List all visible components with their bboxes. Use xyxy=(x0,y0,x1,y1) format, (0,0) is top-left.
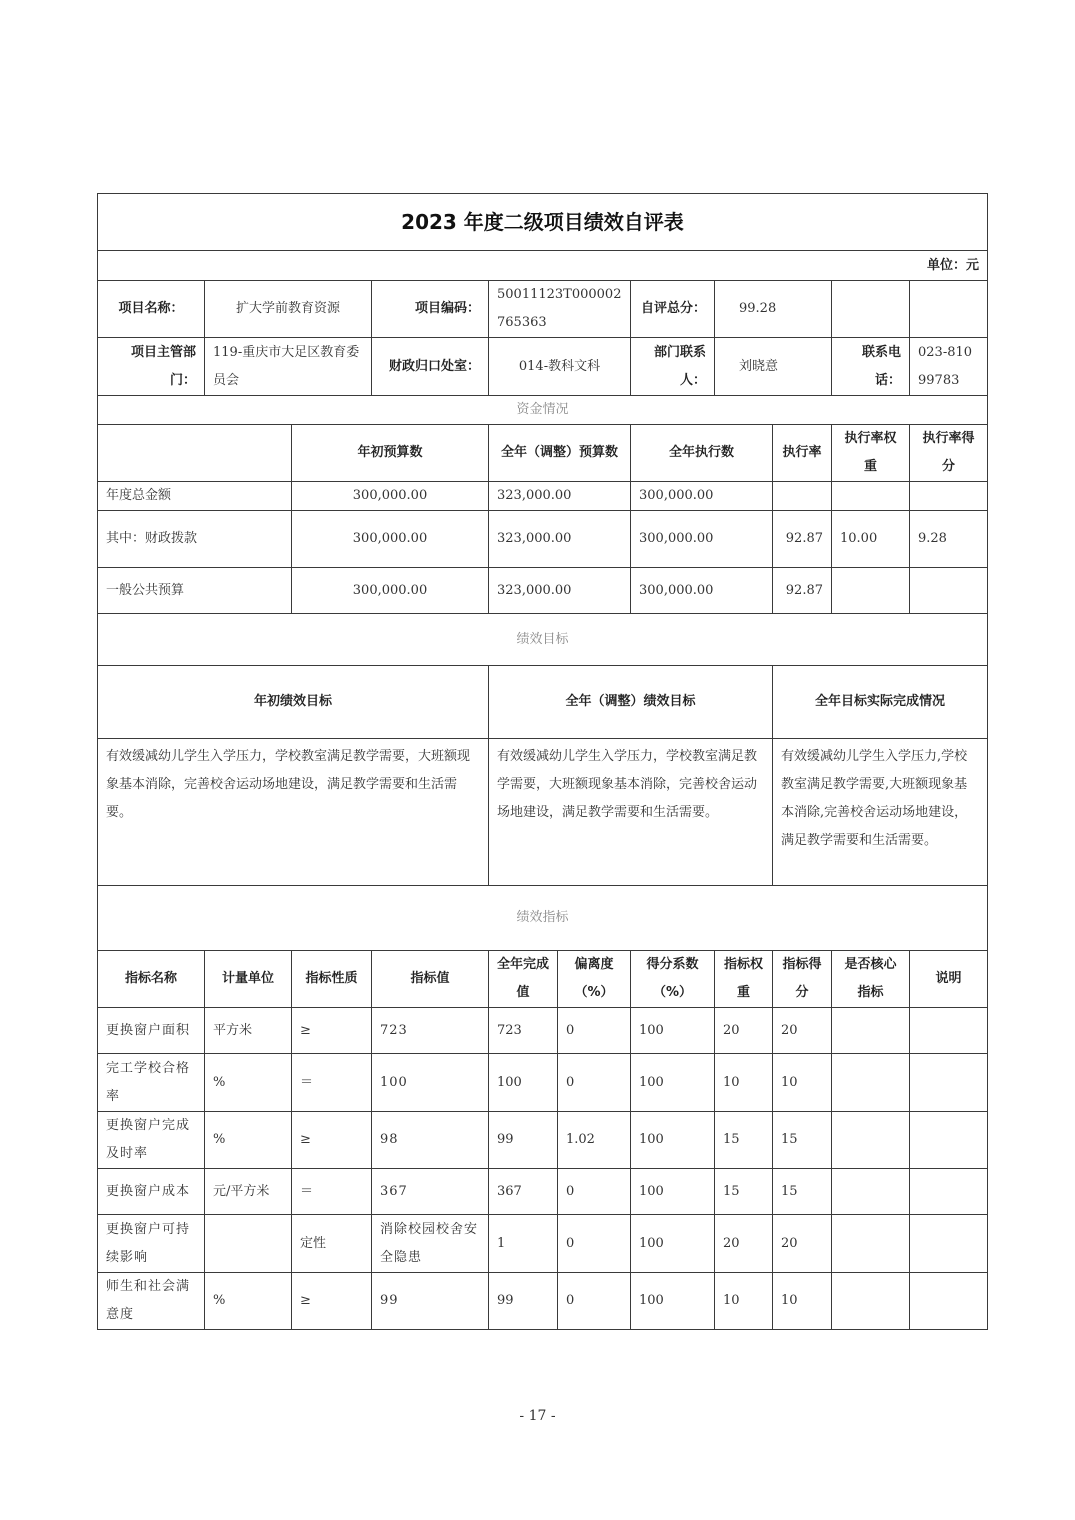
funds-header-3-text: 全年执行数 xyxy=(668,445,734,460)
indicator-cell-text: 0 xyxy=(566,1293,575,1308)
phone-label-text: 联系电话： xyxy=(861,344,901,388)
indicator-cell xyxy=(371,1053,489,1112)
indicator-cell xyxy=(831,1007,910,1054)
indicator-cell xyxy=(488,1214,558,1273)
indicator-cell-text: 15 xyxy=(781,1183,798,1199)
indicator-cell xyxy=(831,1272,910,1330)
indicator-cell xyxy=(557,1111,631,1169)
indicator-cell-text: 消除校园校舍安全隐患 xyxy=(380,1221,479,1265)
indicator-cell xyxy=(204,1111,292,1169)
indicator-name xyxy=(97,1272,205,1330)
goals-header-0 xyxy=(97,665,489,739)
indicator-cell xyxy=(371,1272,489,1330)
indicator-cell xyxy=(204,1168,292,1215)
indicator-cell-text: ＝ xyxy=(300,1074,314,1090)
indicator-cell-text: 1.02 xyxy=(566,1132,595,1147)
indicator-header-7 xyxy=(714,950,773,1008)
goal-text-0-text: 有效缓减幼儿学生入学压力，学校教室满足教学需要，大班额现象基本消除，完善校舍运动场地建设，满足教学需要和生活需要。 xyxy=(106,749,471,820)
project-code-value xyxy=(488,280,631,338)
indicator-cell-text: 99 xyxy=(497,1293,514,1308)
funds-cell xyxy=(772,481,832,511)
indicator-header-6 xyxy=(630,950,715,1008)
indicator-cell xyxy=(714,1214,773,1273)
goal-text-1 xyxy=(488,738,773,886)
indicator-cell-text: 367 xyxy=(497,1183,522,1199)
goals-section-title xyxy=(97,613,988,666)
goal-text-1-text: 有效缓减幼儿学生入学压力，学校教室满足教学需要，大班额现象基本消除，完善校舍运动场地建设，满足教学需要和生活需要。 xyxy=(497,749,758,820)
goals-header-1-text: 全年（调整）绩效目标 xyxy=(565,694,696,709)
funds-cell-text: 300,000.00 xyxy=(352,531,428,546)
indicator-cell xyxy=(204,1214,292,1273)
indicator-name xyxy=(97,1214,205,1273)
indicator-cell xyxy=(909,1214,988,1273)
funds-row-label xyxy=(97,567,292,614)
indicators-section-title-text: 绩效指标 xyxy=(516,910,569,925)
indicator-header-4-text: 全年完成值 xyxy=(497,957,550,1000)
indicator-cell-text: 15 xyxy=(723,1183,740,1199)
funds-section-title-text: 资金情况 xyxy=(516,402,569,417)
funds-cell-text: 300,000.00 xyxy=(639,488,714,503)
indicator-cell-text: 100 xyxy=(639,1022,664,1038)
indicator-cell xyxy=(488,1272,558,1330)
indicator-name xyxy=(97,1168,205,1215)
score-value xyxy=(714,280,832,338)
indicator-cell xyxy=(291,1007,372,1054)
indicator-cell-text: 元/平方米 xyxy=(213,1183,270,1199)
indicator-cell xyxy=(204,1272,292,1330)
indicator-cell xyxy=(371,1214,489,1273)
funds-cell-text: 300,000.00 xyxy=(639,531,714,546)
finance-value xyxy=(488,337,631,396)
funds-header-4 xyxy=(772,424,832,482)
indicator-cell xyxy=(557,1272,631,1330)
indicator-cell xyxy=(772,1053,832,1112)
indicator-header-9-text: 是否核心指标 xyxy=(844,957,897,1000)
indicator-header-4 xyxy=(488,950,558,1008)
indicator-header-2-text: 指标性质 xyxy=(305,971,358,986)
indicator-cell-text: ＝ xyxy=(300,1183,314,1199)
indicator-header-2 xyxy=(291,950,372,1008)
page-title xyxy=(97,193,988,251)
indicator-cell-text: % xyxy=(213,1132,226,1147)
goals-section-title-text: 绩效目标 xyxy=(516,631,569,647)
indicator-cell xyxy=(630,1214,715,1273)
indicator-header-0-text: 指标名称 xyxy=(124,971,177,986)
dept-label-text: 项目主管部门： xyxy=(130,344,196,388)
indicator-cell xyxy=(772,1272,832,1330)
indicator-cell xyxy=(772,1111,832,1169)
indicator-cell-text: 20 xyxy=(781,1022,798,1038)
indicator-cell-text: 10 xyxy=(781,1293,798,1308)
dept-label xyxy=(97,337,205,396)
indicator-cell-text: 0 xyxy=(566,1183,575,1199)
funds-cell xyxy=(630,481,773,511)
indicator-cell-text: 0 xyxy=(566,1074,575,1090)
indicator-cell-text: 20 xyxy=(723,1022,740,1038)
indicator-name-text: 完工学校合格率 xyxy=(106,1060,191,1104)
finance-label-text: 财政归口处室： xyxy=(388,358,480,374)
funds-row-label-text: 其中：财政拨款 xyxy=(106,531,198,546)
indicator-cell-text: 20 xyxy=(781,1235,798,1251)
dept-value-text: 119-重庆市大足区教育委员会 xyxy=(213,344,360,388)
funds-row-label xyxy=(97,481,292,511)
finance-label xyxy=(371,337,489,396)
indicator-header-7-text: 指标权重 xyxy=(723,957,763,1000)
funds-header-1 xyxy=(291,424,489,482)
funds-header-6 xyxy=(909,424,988,482)
project-code-value-text: 50011123T000002765363 xyxy=(497,287,622,330)
funds-cell-text: 92.87 xyxy=(785,582,823,598)
funds-cell-text: 300,000.00 xyxy=(639,582,714,598)
indicator-cell xyxy=(291,1053,372,1112)
indicator-cell xyxy=(291,1272,372,1330)
indicator-cell-text: 99 xyxy=(380,1293,399,1308)
indicator-cell-text: 20 xyxy=(723,1235,740,1251)
funds-cell xyxy=(488,481,631,511)
indicator-cell xyxy=(714,1007,773,1054)
indicator-cell xyxy=(714,1168,773,1215)
goal-text-2 xyxy=(772,738,988,886)
indicator-cell xyxy=(557,1168,631,1215)
finance-value-text: 014-教科文科 xyxy=(518,358,601,374)
score-label-text: 自评总分： xyxy=(640,301,706,316)
indicator-cell xyxy=(831,1053,910,1112)
contact-label xyxy=(630,337,715,396)
indicator-cell-text: 99 xyxy=(497,1132,514,1147)
funds-cell xyxy=(909,567,988,614)
contact-label-text: 部门联系人： xyxy=(653,344,706,388)
funds-cell xyxy=(909,481,988,511)
unit-label-text: 单位：元 xyxy=(926,257,979,273)
indicator-cell xyxy=(488,1168,558,1215)
indicator-cell-text: ≥ xyxy=(300,1022,311,1038)
funds-cell xyxy=(630,567,773,614)
indicator-cell-text: 15 xyxy=(723,1132,740,1147)
page-number: - 17 - xyxy=(519,1408,556,1424)
funds-cell xyxy=(291,510,489,568)
indicator-cell xyxy=(630,1272,715,1330)
indicator-header-5-text: 偏离度（%） xyxy=(574,957,614,1000)
indicator-header-3 xyxy=(371,950,489,1008)
indicator-cell xyxy=(371,1168,489,1215)
funds-header-2 xyxy=(488,424,631,482)
funds-cell xyxy=(831,510,910,568)
funds-cell-text: 10.00 xyxy=(840,531,878,546)
funds-cell-text: 92.87 xyxy=(785,531,823,546)
indicator-cell-text: 100 xyxy=(639,1293,664,1308)
funds-cell-text: 9.28 xyxy=(918,531,947,546)
indicator-name xyxy=(97,1053,205,1112)
project-name-value-text: 扩大学前教育资源 xyxy=(235,301,340,316)
indicator-cell-text: 100 xyxy=(380,1074,408,1090)
indicator-cell-text: 10 xyxy=(723,1074,740,1090)
indicator-cell xyxy=(909,1053,988,1112)
project-name-label xyxy=(97,280,205,338)
funds-header-3 xyxy=(630,424,773,482)
indicator-header-8-text: 指标得分 xyxy=(782,957,822,1000)
indicator-cell-text: 100 xyxy=(639,1074,664,1090)
indicator-cell-text: 723 xyxy=(380,1022,408,1038)
indicator-cell xyxy=(488,1007,558,1054)
indicator-header-1-text: 计量单位 xyxy=(221,971,274,986)
indicator-header-9 xyxy=(831,950,910,1008)
indicator-cell xyxy=(204,1053,292,1112)
indicator-cell xyxy=(909,1272,988,1330)
indicator-cell-text: 723 xyxy=(497,1022,522,1038)
funds-row-label-text: 年度总金额 xyxy=(106,488,172,503)
contact-value-text: 刘晓意 xyxy=(739,358,779,374)
funds-header-1-text: 年初预算数 xyxy=(357,445,423,460)
funds-cell xyxy=(772,510,832,568)
indicator-cell xyxy=(831,1168,910,1215)
indicator-cell-text: % xyxy=(213,1293,226,1308)
indicator-cell-text: 10 xyxy=(781,1074,798,1090)
indicator-cell xyxy=(488,1053,558,1112)
indicator-cell xyxy=(488,1111,558,1169)
indicator-cell-text: 100 xyxy=(639,1235,664,1251)
indicator-cell xyxy=(772,1007,832,1054)
indicator-header-6-text: 得分系数（%） xyxy=(646,957,699,1000)
indicator-cell-text: 98 xyxy=(380,1132,399,1147)
indicator-cell-text: % xyxy=(213,1074,226,1090)
indicator-cell xyxy=(831,1111,910,1169)
funds-cell xyxy=(291,481,489,511)
indicator-name xyxy=(97,1111,205,1169)
indicator-cell xyxy=(291,1111,372,1169)
indicator-cell xyxy=(714,1053,773,1112)
funds-cell-text: 323,000.00 xyxy=(497,488,572,503)
score-label xyxy=(630,280,715,338)
indicators-section-title xyxy=(97,885,988,951)
funds-cell xyxy=(291,567,489,614)
indicator-cell-text: 100 xyxy=(639,1183,664,1199)
goal-text-2-text: 有效缓减幼儿学生入学压力,学校教室满足教学需要,大班额现象基本消除,完善校舍运动场地建设，满足教学需要和生活需要。 xyxy=(781,749,968,848)
indicator-name xyxy=(97,1007,205,1054)
funds-cell xyxy=(488,510,631,568)
dept-value xyxy=(204,337,372,396)
goal-text-0 xyxy=(97,738,489,886)
blank-cell xyxy=(831,280,910,338)
funds-header-0 xyxy=(97,424,292,482)
project-name-value xyxy=(204,280,372,338)
unit-label xyxy=(97,250,988,281)
indicator-cell xyxy=(371,1111,489,1169)
indicator-cell-text: 0 xyxy=(566,1235,575,1251)
funds-cell xyxy=(831,567,910,614)
funds-cell xyxy=(488,567,631,614)
funds-cell xyxy=(772,567,832,614)
phone-value-text: 023-81099783 xyxy=(918,344,973,388)
indicator-cell xyxy=(714,1272,773,1330)
funds-cell-text: 300,000.00 xyxy=(352,488,428,503)
indicator-cell xyxy=(772,1214,832,1273)
goals-header-2 xyxy=(772,665,988,739)
funds-header-5-text: 执行率权重 xyxy=(844,431,897,474)
indicator-cell-text: ≥ xyxy=(300,1132,311,1147)
indicator-name-text: 更换窗户可持续影响 xyxy=(106,1221,191,1265)
indicator-cell xyxy=(772,1168,832,1215)
goals-header-2-text: 全年目标实际完成情况 xyxy=(814,694,945,709)
indicator-cell xyxy=(909,1168,988,1215)
funds-cell xyxy=(630,510,773,568)
indicator-cell-text: 100 xyxy=(497,1074,522,1090)
indicator-cell xyxy=(909,1111,988,1169)
project-code-label-text: 项目编码： xyxy=(414,301,480,316)
indicator-cell xyxy=(557,1053,631,1112)
indicator-cell-text: 1 xyxy=(497,1235,506,1251)
indicator-cell-text: 平方米 xyxy=(213,1022,253,1038)
page-title-text: 2023 年度二级项目绩效自评表 xyxy=(401,210,684,234)
funds-row-label-text: 一般公共预算 xyxy=(106,582,185,598)
indicator-cell xyxy=(909,1007,988,1054)
indicator-cell xyxy=(630,1053,715,1112)
funds-cell-text: 300,000.00 xyxy=(352,582,428,598)
indicator-cell-text: 367 xyxy=(380,1183,408,1199)
indicator-header-0 xyxy=(97,950,205,1008)
funds-row-label xyxy=(97,510,292,568)
funds-header-4-text: 执行率 xyxy=(782,445,822,460)
project-name-label-text: 项目名称： xyxy=(118,301,184,316)
indicator-header-8 xyxy=(772,950,832,1008)
funds-cell xyxy=(909,510,988,568)
indicator-cell xyxy=(291,1214,372,1273)
funds-cell xyxy=(831,481,910,511)
indicator-cell xyxy=(714,1111,773,1169)
funds-section-title xyxy=(97,395,988,425)
indicator-cell xyxy=(204,1007,292,1054)
indicator-cell xyxy=(630,1007,715,1054)
indicator-header-10 xyxy=(909,950,988,1008)
indicator-cell-text: 100 xyxy=(639,1132,664,1147)
indicator-cell-text: 0 xyxy=(566,1022,575,1038)
indicator-cell-text: 定性 xyxy=(300,1235,327,1251)
indicator-header-1 xyxy=(204,950,292,1008)
indicator-header-3-text: 指标值 xyxy=(410,971,450,986)
goals-header-0-text: 年初绩效目标 xyxy=(253,694,332,709)
indicator-cell xyxy=(557,1007,631,1054)
indicator-cell-text: 10 xyxy=(723,1293,740,1308)
phone-value xyxy=(909,337,988,396)
funds-cell-text: 323,000.00 xyxy=(497,582,572,598)
project-code-label xyxy=(371,280,489,338)
indicator-cell xyxy=(291,1168,372,1215)
indicator-cell-text: 15 xyxy=(781,1132,798,1147)
indicator-cell xyxy=(831,1214,910,1273)
indicator-name-text: 更换窗户面积 xyxy=(106,1022,191,1038)
funds-cell-text: 323,000.00 xyxy=(497,531,572,546)
indicator-cell xyxy=(630,1111,715,1169)
blank-cell xyxy=(909,280,988,338)
goals-header-1 xyxy=(488,665,773,739)
phone-label xyxy=(831,337,910,396)
funds-header-2-text: 全年（调整）预算数 xyxy=(500,445,618,460)
indicator-cell xyxy=(630,1168,715,1215)
contact-value xyxy=(714,337,832,396)
indicator-name-text: 更换窗户完成及时率 xyxy=(106,1118,191,1161)
score-value-text: 99.28 xyxy=(739,301,777,316)
indicator-header-10-text: 说明 xyxy=(935,971,962,986)
indicator-name-text: 师生和社会满意度 xyxy=(106,1279,191,1322)
indicator-cell xyxy=(371,1007,489,1054)
indicator-header-5 xyxy=(557,950,631,1008)
indicator-name-text: 更换窗户成本 xyxy=(106,1183,191,1199)
indicator-cell xyxy=(557,1214,631,1273)
funds-header-6-text: 执行率得分 xyxy=(922,431,975,474)
funds-header-5 xyxy=(831,424,910,482)
indicator-cell-text: ≥ xyxy=(300,1293,311,1308)
